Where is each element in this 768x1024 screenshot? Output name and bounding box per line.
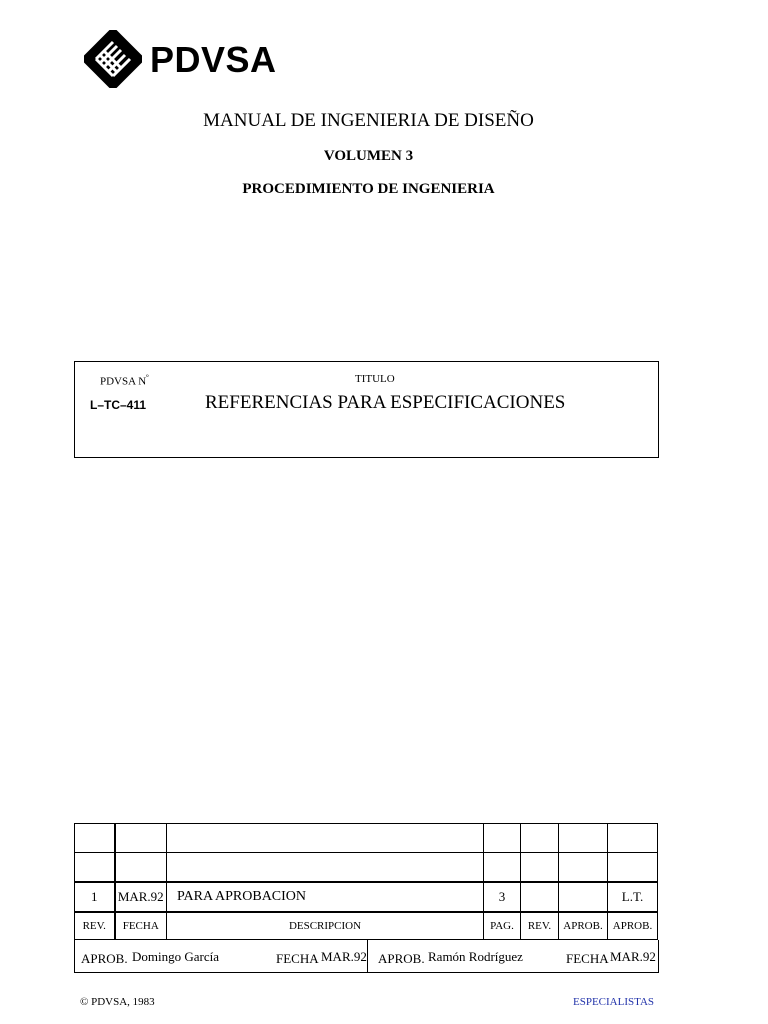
rev2-header: REV. — [521, 912, 559, 940]
rev2-cell — [521, 853, 559, 883]
rev-cell: 1 — [75, 882, 115, 912]
fecha-label-left: FECHA — [276, 951, 319, 966]
rev-cell — [75, 824, 115, 853]
fecha-cell — [115, 824, 167, 853]
revision-row — [75, 824, 658, 853]
aprob1-cell — [559, 853, 608, 883]
aprob2-cell: L.T. — [608, 882, 658, 912]
approval-row — [74, 940, 659, 973]
rev-header: REV. — [75, 912, 115, 940]
aprob2-cell — [608, 824, 658, 853]
document-number: L–TC–411 — [90, 398, 147, 412]
aprob1-cell — [559, 882, 608, 912]
approval-date-right: MAR.92 — [610, 949, 656, 964]
rev-cell — [75, 853, 115, 883]
manual-title: MANUAL DE INGENIERIA DE DISEÑO — [203, 110, 534, 131]
logo-text: PDVSA — [150, 39, 277, 80]
fecha-cell: MAR.92 — [115, 882, 167, 912]
volume-label: VOLUMEN 3 — [323, 148, 414, 164]
revision-header-row — [75, 912, 658, 940]
descripcion-cell — [167, 824, 484, 853]
document-title: REFERENCIAS PARA ESPECIFICACIONES — [205, 392, 566, 413]
approval-divider — [367, 940, 368, 972]
descripcion-cell — [167, 853, 484, 883]
pag-cell: 3 — [484, 882, 521, 912]
pdvsa-logo-icon — [84, 30, 142, 88]
approver-name-left: Domingo García — [132, 949, 220, 964]
aprob2-header: APROB. — [608, 912, 658, 940]
fecha-cell — [115, 853, 167, 883]
pag-header: PAG. — [484, 912, 521, 940]
procedure-label: PROCEDIMIENTO DE INGENIERIA — [242, 181, 495, 197]
footer-specialists-link[interactable]: ESPECIALISTAS — [573, 996, 655, 1008]
rev2-cell — [521, 824, 559, 853]
approver-name-right: Ramón Rodríguez — [428, 949, 523, 964]
titulo-label: TITULO — [355, 373, 395, 385]
revision-table — [74, 823, 658, 940]
copyright: © PDVSA, 1983 — [80, 996, 155, 1008]
descripcion-header: DESCRIPCION — [167, 912, 484, 940]
aprob2-cell — [608, 853, 658, 883]
pdvsa-number-label: PDVSA $N^º$ — [100, 373, 149, 388]
revision-row — [75, 853, 658, 883]
fecha-label-right: FECHA — [566, 951, 609, 966]
fecha-header: FECHA — [115, 912, 167, 940]
pag-cell — [484, 853, 521, 883]
approval-date-left: MAR.92 — [321, 949, 367, 964]
revision-row — [75, 882, 658, 912]
pag-cell — [484, 824, 521, 853]
descripcion-cell: PARA APROBACION — [167, 882, 484, 912]
aprob1-cell — [559, 824, 608, 853]
title-box — [74, 361, 659, 458]
rev2-cell — [521, 882, 559, 912]
aprob1-header: APROB. — [559, 912, 608, 940]
aprob-label-right: APROB. — [378, 951, 425, 966]
aprob-label-left: APROB. — [81, 951, 128, 966]
